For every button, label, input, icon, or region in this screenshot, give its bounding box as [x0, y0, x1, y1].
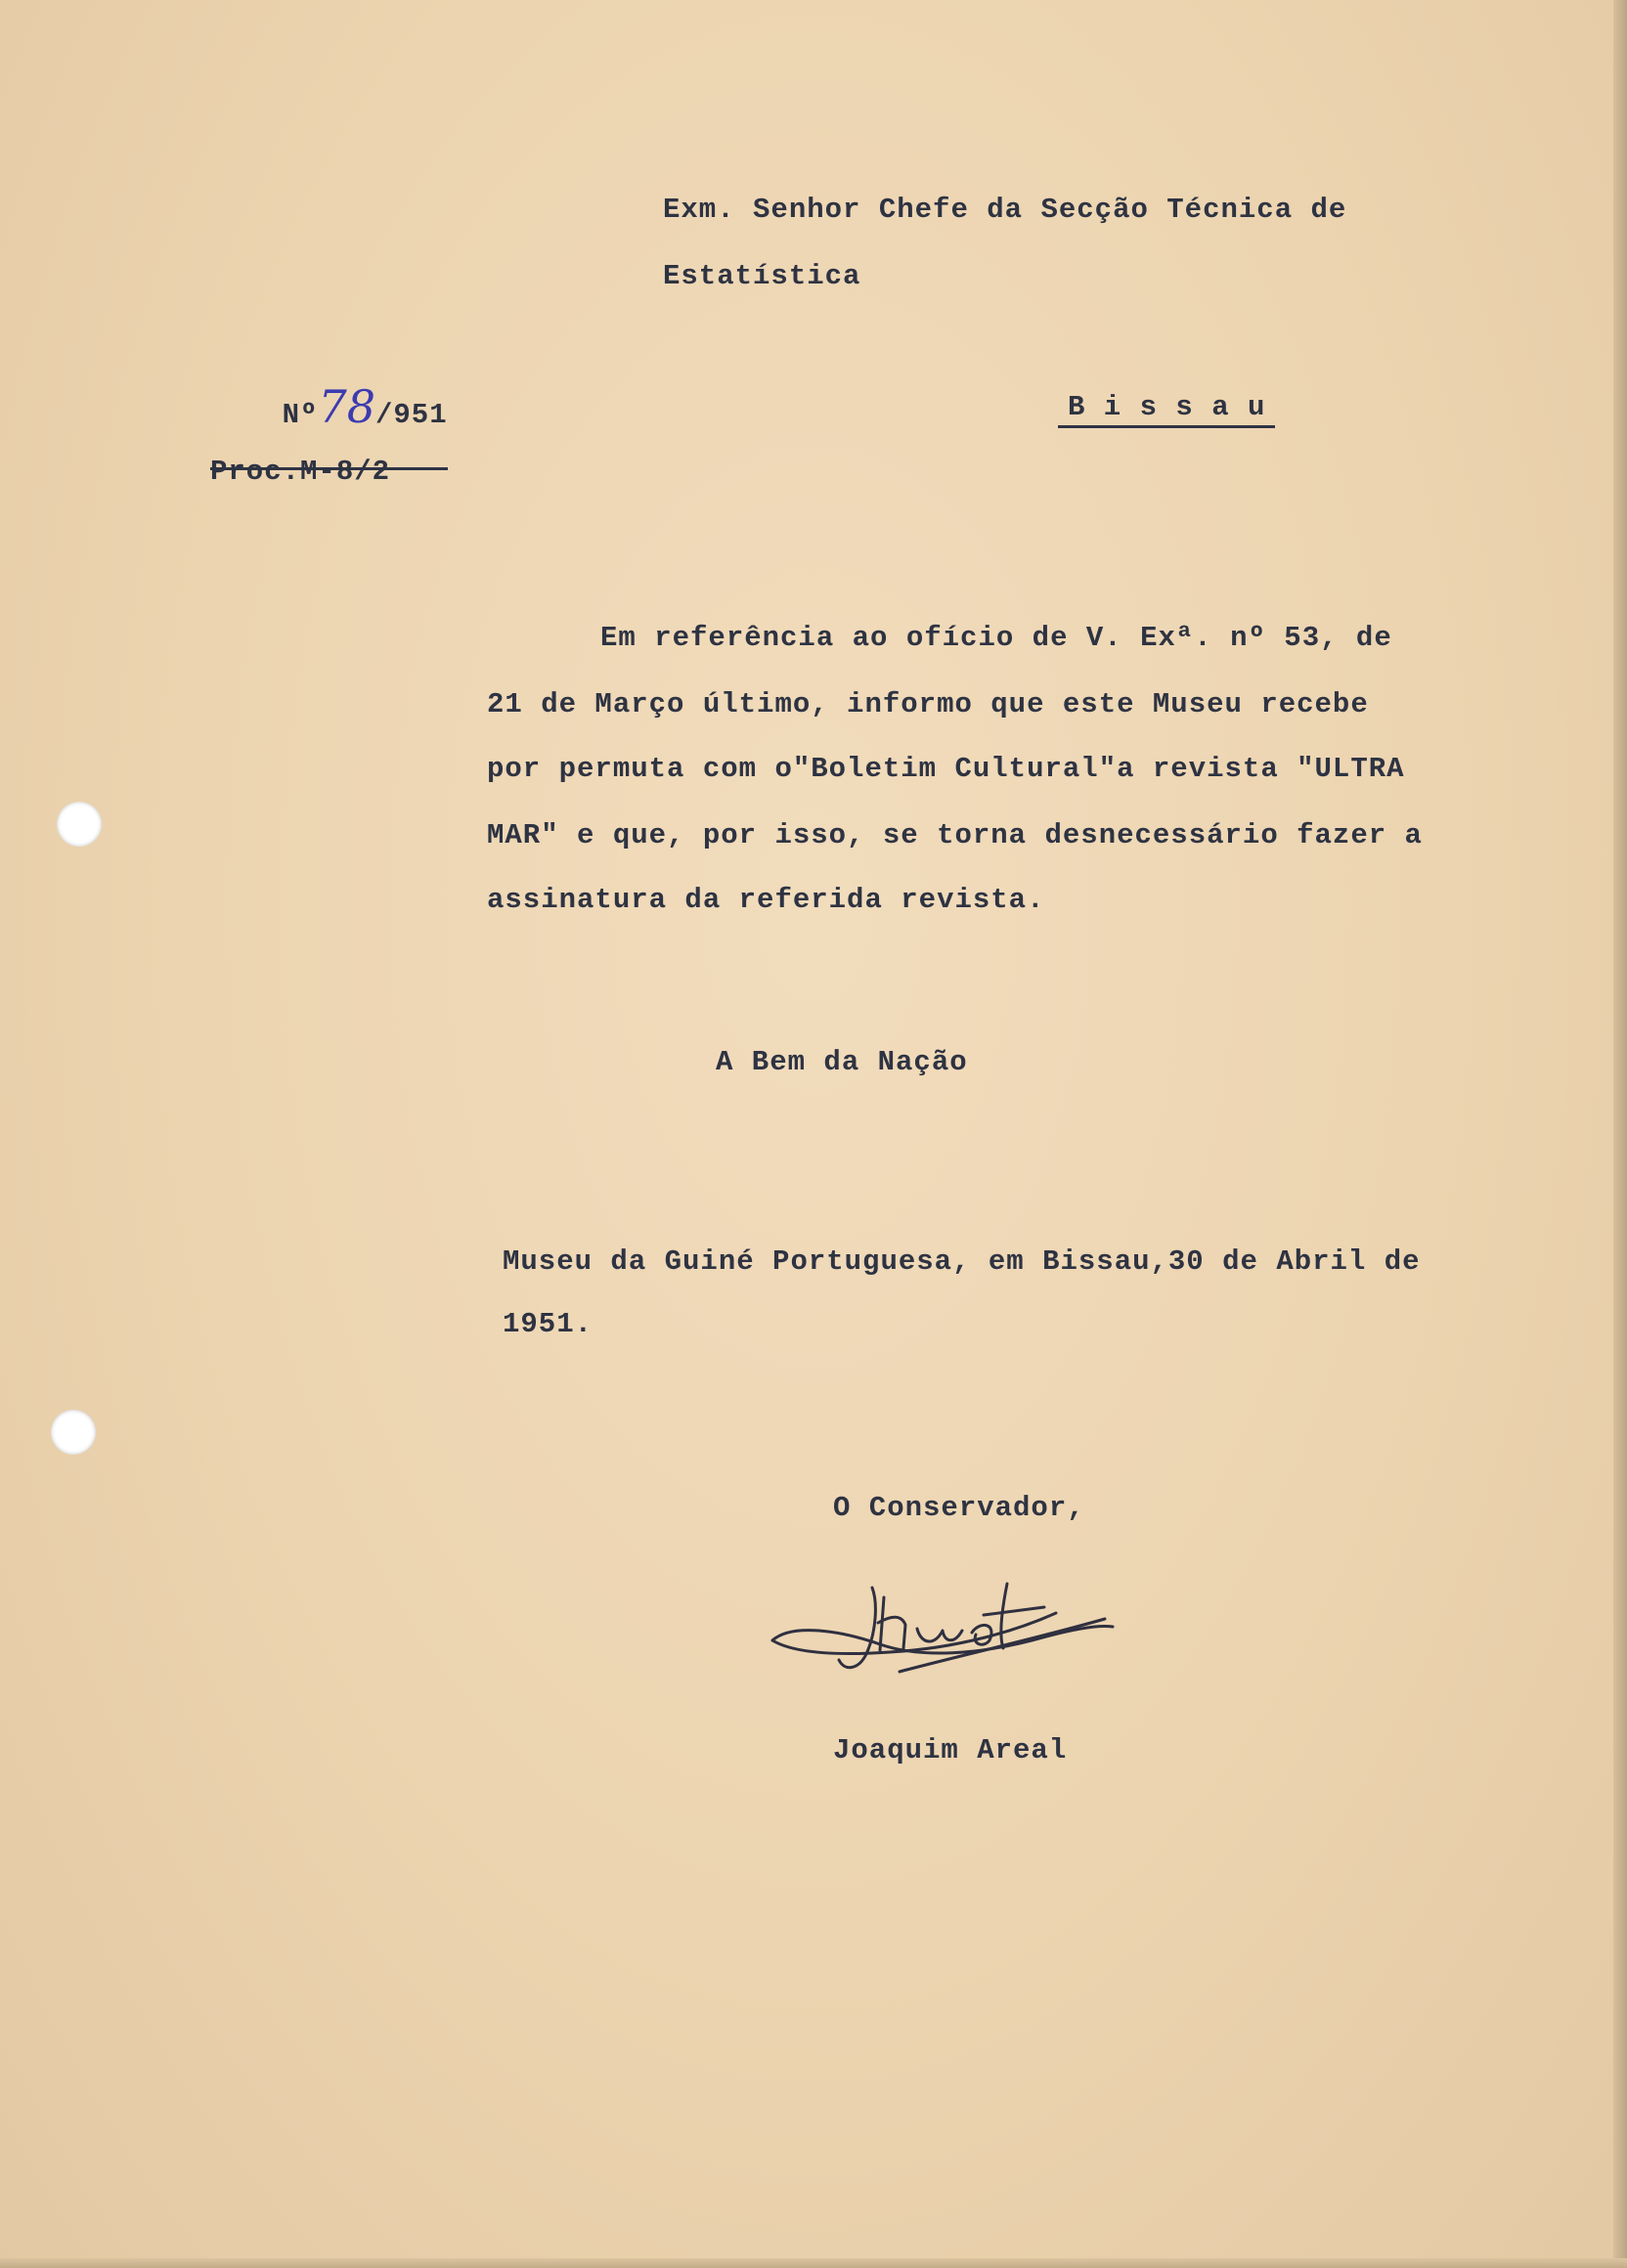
body-line-2: 21 de Março último, informo que este Museu recebe [487, 688, 1369, 720]
paper-bottom-edge [0, 2258, 1627, 2268]
dateline-line-2: 1951. [503, 1308, 594, 1340]
reference-number [210, 348, 448, 470]
body-line-1: Em referência ao ofício de V. Exª. nº 53, de [600, 622, 1392, 654]
signature-text: JAreal [763, 1554, 767, 1555]
paper-right-edge [1613, 0, 1627, 2268]
dateline-line-1: Museu da Guiné Portuguesa, em Bissau,30 de Abril de [503, 1245, 1421, 1278]
body-line-4: MAR" e que, por isso, se torna desnecessário fazer a [487, 819, 1423, 851]
recipient-line-1: Exm. Senhor Chefe da Secção Técnica de [663, 194, 1347, 226]
reference-prefix: Nº [282, 399, 319, 431]
body-line-5: assinatura da referida revista. [487, 884, 1045, 916]
handwritten-signature [763, 1554, 1124, 1691]
recipient-line-2: Estatística [663, 260, 861, 292]
place-bissau: B i s s a u [1058, 391, 1275, 428]
process-number: Proc.M-8/2 [210, 456, 391, 488]
punch-hole-top [57, 802, 102, 847]
body-line-3: por permuta com o"Boletim Cultural"a revista "ULTRA [487, 753, 1405, 785]
punch-hole-bottom [51, 1410, 96, 1455]
reference-handwritten-number: 78 [318, 380, 375, 433]
reference-suffix: /951 [374, 399, 448, 431]
closing-salutation: A Bem da Nação [716, 1046, 968, 1078]
signatory-title: O Conservador, [833, 1492, 1085, 1524]
signatory-name: Joaquim Areal [833, 1734, 1068, 1766]
